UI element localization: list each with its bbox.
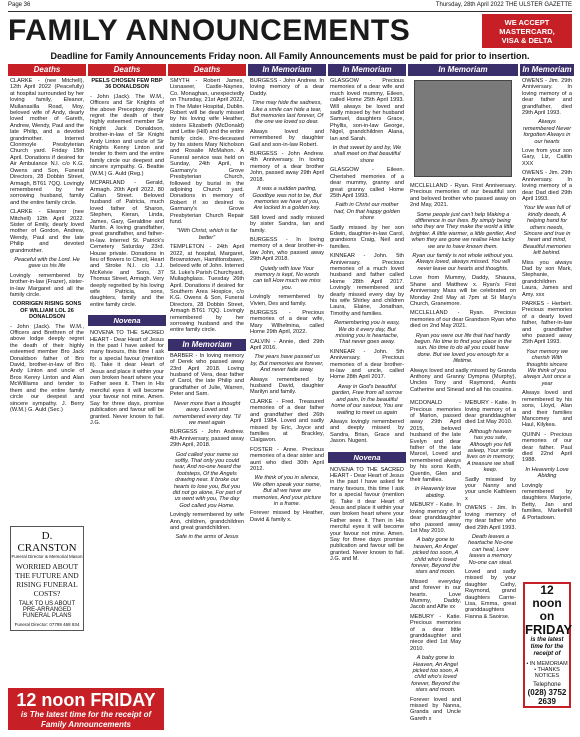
advert-item: • IN MEMORIAM	[526, 661, 568, 667]
notice: BURGESS - John Andrew. 4th Anniversary, passed away 29th April, 2018.	[170, 429, 244, 449]
verse: Time may hide the sadness, Like a smile can hide a tear, But memories last forever, Of the one we loved so dear.	[250, 100, 324, 126]
verse: Your memory we cherish With thoughts sincere We think of you always Just once a year	[523, 348, 571, 387]
memoriam-split	[408, 398, 518, 727]
friday-deadline-advert	[523, 582, 571, 708]
notice: MEBURY - Katie. Precious memories of a dear little granddaughter and niece died 1st May 2010.	[410, 613, 461, 652]
column-text	[463, 398, 518, 727]
notice: Always remembered by husband David, daughter Marilyn and family.	[250, 376, 324, 396]
notice: QUINN - Precious memories of our dear father. Paul died 22nd April 1988.	[522, 431, 572, 464]
verse: Safe in the arms of Jesus	[175, 534, 239, 541]
notice: CLARKE - Fred. Treasured memories of a dear father and grandfather died 26th April 1984. Loved and sadly missed by Eric, Joyce and families at Brackley, Claigavon.	[250, 398, 324, 444]
column-text	[8, 76, 86, 418]
notice: SMYTH - Robert James, Lisnaseer, Castle-Naynes, Co. Monaghan, unexpectedly on Thursday, 21st April 2022, in The Mater Hospital, Dublin. Robert will be dearly missed by his loving wife Heather, sisters Elizabeth (McDonald) and Lettie (Hill) and the entire family circle. Pre-deceased by his sisters Mary Nicholson and Rosalie McMahon. A Funeral service was held on Sunday, 24th April, in Garmany's Grove Presbyterian Church, followed by burial in the adjoining Church yard. Donations in memory of Robert if so desired to Garmany's Grove Presbyterian Church Repair fund.	[170, 78, 244, 225]
column-deaths-1	[8, 64, 86, 732]
section-header: In Memoriam	[328, 64, 406, 76]
advert-telephone-label: Telephone	[533, 682, 561, 688]
section-header: In Memoriam	[248, 64, 326, 76]
notice: MEBURY - Katie. In loving memory of a dear granddaughter died 1st May 2010.	[465, 400, 516, 426]
verse: God called your name so softly, That only you could hear, And no-one heard the footsteps, Of the Angels drawing near. It broke our hearts to lose you, But you did not go alone, For part of us went with you, The day God called you Home.	[172, 451, 242, 509]
page-number: Page 36	[8, 2, 31, 8]
cards-accepted-badge	[482, 14, 572, 48]
verse: A baby gone to Heaven, An Angel picked too soon, A child who's loved forever, Beyond the stars and moon.	[411, 655, 460, 694]
notice: OWENS - Jim. In loving memory of my dear father who died 29th April 1993.	[465, 505, 517, 531]
column-text	[408, 181, 518, 398]
notice: BURGESS - John Andrew. In loving memory of a dear Daddy.	[250, 78, 324, 97]
notice: Lovingly remembered by brother-in-law (Frazer), sister-in-law Margaret and all the family circle.	[10, 272, 84, 298]
notice: Love from your son Gary, Liz, Caitlin XXX	[522, 148, 572, 167]
notice: FOSTER - Anne. Precious memories of a dear sister and aunt who died 30th April 2012.	[250, 446, 324, 472]
section-header: In Memoriam	[168, 339, 246, 351]
verse: In Heavenly Love Abiding	[525, 466, 569, 480]
notice: Always lovingly remembered and deeply missed by Sandra, Brian, Grace and Jason. Nugent.	[330, 418, 404, 445]
verse: In Heavenly love abiding.	[414, 486, 457, 499]
column-text	[328, 465, 406, 568]
verse: Remembering you is easy, We do it every day, But missing you is heartache, That never goes away.	[334, 320, 400, 346]
notice: Forever missed by Heather, David & family x.	[250, 510, 324, 523]
notice: CALVIN - Annie, died 29th April 2016.	[250, 338, 324, 352]
notice: KINNEAR - John. 5th Anniversary. Precious memories of a much loved husband and father called Home 28th April 2017. Lovingly remembered and dearly missed every day by his wife Shirley and children Laura, Elaine, Jonathan, Timothy and families.	[330, 253, 404, 317]
notice: Love from Mummy, Daddy, Shauna, Shane and Matthew x. Ryan's First Anniversary Mass will be celebrated on Monday 2nd May at 7pm at St Mary's Church, Granemore.	[410, 275, 516, 307]
verse: Some people just can't help Making a difference in our lives. By simply being who they are They make the world a little brighter. A little warmer, a little gentler, And when they are gone we realise How lucky we are to have known them.	[410, 211, 516, 250]
advert-subtitle: Funeral Director & Memorial Mason	[11, 554, 83, 559]
verse: In that sweet by and by, We shall meet on that beautiful shore	[332, 145, 402, 164]
advert-subtext: is The latest time for the receipt of Family Announcements	[20, 710, 152, 729]
verse: Your life was full of kindly deeds, A helping hand for others needs, Sincere and true in heart and mind, Beautiful memories left behind.	[523, 205, 571, 257]
column-memoriam-1	[248, 64, 326, 732]
section-header-novena: Novena	[88, 315, 166, 326]
verse: Ryan you were our life that had hardly begun. No time to find your place in the sun. No time to do all you could have done. But we loved you enough for a lifetime.	[414, 332, 512, 365]
notice: Always loved and remembered by his sons, Lloyd, Alan and their families Mancomey and Haul, Kilykea.	[522, 390, 572, 429]
notice: MEBURY - Katie. In loving memory of a dear granddaughter who passed away 1st May 2010.	[410, 502, 461, 534]
column-text	[328, 76, 406, 450]
advert-body: TALK TO US ABOUT PRE-ARRANGED FUNERAL PLANS	[18, 601, 76, 619]
notice: Miss you always Dad by son Mark, Stephanie, grandchildren Laura, James and Amy. xxx	[522, 259, 572, 298]
top-bar	[8, 2, 572, 12]
advert-line: 12 noon on	[532, 583, 562, 623]
verse: Death leaves a heartache No-one can heal, Love leaves a memory No-one can steal.	[468, 533, 513, 566]
advert-phone: Funeral Director: 07789 468 934	[14, 622, 80, 627]
notice: Forever loved and missed by Nanna, Granda and Uncle Gareth x	[410, 696, 461, 722]
verse: It was a sudden parting, Goodbye was not to be, But memories we have of you, Are locked in a golden key.	[252, 186, 322, 212]
cranston-advert	[10, 526, 84, 631]
notice-heading: CORRIGEN RISING SONS OF WILLIAM LOL 26 DONALDSON	[12, 301, 82, 321]
column-text	[88, 76, 166, 313]
announcement-columns	[8, 64, 574, 732]
column-text	[520, 76, 574, 526]
cards-line: WE ACCEPT	[504, 17, 550, 27]
verse: Peaceful with the Lord. He gave us his life	[14, 256, 80, 270]
masthead	[8, 13, 572, 49]
notice: MCCLELLAND - Ryan. Precious memories of our dear Grandson Ryan who died on 2nd May 2021.	[410, 310, 516, 330]
issue-date: Thursday, 28th April 2022 THE ULSTER GAZETTE	[435, 2, 572, 8]
advert-name: D. CRANSTON	[17, 530, 77, 554]
notice: Always loved and remembered by daughter Gail and son-in-law Robert.	[250, 128, 324, 148]
deadline-notice: Deadline for Family Announcements Friday noon. All Family Announcements must be paid for prior to insertion.	[50, 51, 530, 61]
section-header: Deaths	[168, 64, 246, 76]
column-text	[168, 351, 246, 546]
section-header: Deaths	[8, 64, 86, 76]
notice: - John (Jack). The W.M., Officers and Brethren of the above lodge deeply regret the death of their highly esteemed member Bro Jack Donaldson father of Bro David, brother-in-law of Bro Andy Linton and uncle of Bros Kenny Linton and Alan McWilliams and tender to them and the entire family circle our deepest and sincere sympathy. J. Berry (W.M.) G. Auld (Sec.)	[10, 323, 84, 413]
notice: GLASGOW - Precious memories of a dear wife and much loved mummy, Eileen, called Home 25th April 1993. Will always be loved and sadly missed by her husband Samuel, daughters Grace, Phyllis, son-in-law George, Nigel, grandchildren Alana, Ian and Sarah.	[330, 78, 404, 142]
verse: The years have passed us by, But memories are forever, And never fade away.	[250, 354, 324, 374]
notice: BURGESS - John Andrew. 4th Anniversary. In loving memory of a dear brother John, passed away 29th April 2018.	[250, 151, 324, 183]
column-text	[88, 328, 166, 431]
notice: GLASGOW - Eileen. Cherished memories of a dear mummy, granny and great granny called Home 25th April 1993.	[330, 167, 404, 199]
notice: CLARKE - Eleanor (nee Mitchell) 12th April 2022. Sister of Emily, dearly loved mother of Gordon, Andrew, Wendy, Paul and the late Philip and devoted grandmother.	[10, 209, 84, 254]
notice: Always loved and sadly missed by Granda Anthony and Granny Dympna (Murphy), Uncles Tony and Raymond, Aunts Catherine and Sinead and all his cousins.	[410, 367, 516, 393]
verse: Faith in Christ our mother had, On that happy golden shore	[334, 202, 400, 222]
notice: BURGESS - Precious memories of a dear wife, Mary Wilhelmina, called Home 29th April, 2022.	[250, 310, 324, 336]
notice: MCDONALD - Precious memories of Marion, passed away 29th April 2015, beloved husband of the late Evelyn and dear father of the late Marcel, Loved and remembered always by his sons Keith, Quentin, Glen and their families.	[410, 400, 461, 484]
notice: CLARKE - (nee Mitchell), 12th April 2022 (Peacefully) at hospital surrounded by her loving family, Eleanor, Mullanasilla Road, Moy, beloved wife of Andy, dearly loved mother of Gareth, Andrew, Wendy, Paul and the late Philip, and a devoted grandmother. Interred Clonmoyle Presbyterian Church yard. Friday 15th April. Donations if desired for Air Ambulance N.I. c/o K.G. Owens and Son, Funeral Directors, 28 Dobbin Street, Armagh, BT61 7QQ. Lovingly remembered by her sorrowing husband, family and the entire family circle.	[10, 78, 84, 206]
notice: - John (Jack). The W.M., Officers and Sir Knights of the above Preceptory deeply regret the death of their highly esteemed member Sir Knight Jack Donaldson, brother-in-law of Sir Knight Andy Linton and uncle of Sir Knights Kenny Linton and tender to them and the entire family circle our deepest and sincere sympathy. G. Beattie (W.M.) G. Auld (Reg.)	[90, 93, 164, 177]
cards-line: MASTERCARD,	[499, 26, 555, 36]
verse: Although heaven has you safe, Although you fell asleep, Your smile lives on in memory, A treasure we shall keep.	[466, 428, 515, 474]
notice: Sadly missed by your Nanny and your uncle Kathleen x	[465, 476, 516, 502]
column-deaths-2	[88, 64, 166, 732]
advert-phone: (028) 3752 2639	[527, 688, 567, 706]
notice: KINNEAR - John. 5th Anniversary. Precious memories of a dear brother-in-law and uncle, called Home 28th April 2017.	[330, 348, 404, 381]
notice: Still loved and sadly missed by sister Sandra, Ian and family.	[250, 214, 324, 234]
verse: Ryan our family is not whole without you. Always loved, always missed. You will never leave our hearts and thoughts.	[412, 253, 514, 272]
notice: OWENS - Jim. 29th Anniversary. In loving memory of a dear father and grandfather, died 29th April 1993.	[522, 78, 572, 117]
notice: Lovingly remembered by daughters Marjorie, Betty, Jan and families, Markethill & Portadown.	[522, 482, 572, 521]
notice: PARKES - Herbert. Precious memories of a dearly loved father, father-in-law and grandfather who passed away 25th April 1993.	[522, 301, 572, 346]
verse: Away in God's beautiful garden, Free from all sorrow and pain, In the beautiful home of our saviour, You are waiting to meet us again	[331, 383, 403, 416]
advert-line: FRIDAY	[525, 622, 573, 637]
verse: "With Christ, which is far better"	[176, 228, 238, 241]
deadline-advert	[8, 688, 164, 730]
advert-item: • THANKS NOTICES	[534, 667, 560, 679]
notice: Loved and sadly missed by your daughter Cathy, Raymond, grand daughters Carrie-Lisa, Emma, great granddaughters Fianna & Saoirse.	[465, 568, 516, 620]
notice: MCPARLAND - Gerald, Armagh. 20th April 2022. 80 Callan Street. Beloved husband of Patricia, much loved father of Sharon, Stephen, Kieran, Linda, James, Gary, Geraldine and Martin. A loving grandfather, great grandfather, and father-in-law. Interred St. Patrick's Cemetery Saturday 23rd. House private. Donations in lieu of flowers to Chest, Heart and Stroke N.I. c/o J.J. McKelvie and Sons, 37 Thomas Street, Armagh. Very deeply regretted by his loving wife Patricia, sons, daughters, family and the entire family circle.	[90, 180, 164, 308]
cards-line: VISA & DELTA	[501, 35, 553, 45]
notice: BARBER - In loving memory of Derek who passed away 23rd April 2018. Loving husband of Vera, dear father of Carol, the late Philip and grandfather of Julie, Warren, Peter and Sam.	[170, 352, 244, 398]
notice: BURGESS - In loving memory of a dear brother-in-law John, who passed away 29th April 2018.	[250, 236, 324, 263]
verse: A baby gone to heaven, An Angel picked too soon, A child who's loved forever, Beyond the stars and moon.	[411, 537, 460, 576]
notice: NOVENA TO THE SACRED HEART - Dear Heart of Jesus in the past I have asked for many favours, this time I ask for a special favour (mention it). Take it dear Heart of Jesus and place it within your own broken heart where your Father sees it. Then in His merciful eyes it will become your favour not mine. Amen. Say for three days promise publication and favour will be granted. Never known to fail. J.G. and M.	[330, 466, 404, 563]
page-title: FAMILY ANNOUNCEMENTS	[8, 14, 411, 47]
advert-headline: WORRIED ABOUT THE FUTURE AND RISING FUNERAL COSTS?	[15, 562, 79, 598]
notice: NOVENA TO THE SACRED HEART - Dear Heart of Jesus in the past I have asked for many favours, this time I ask for a special favour (mention it). Take it dear Heart of Jesus and place it within your own broken heart where your Father sees it. Then in His merciful eyes it will become your favour not mine. Amen. Say for three days, promise publication and favour will be granted. Never known to fail. J.G.	[90, 330, 164, 426]
notice: OWENS - Jim. 29th Anniversary. In loving memory of a dear Dad died 29th April 1993.	[522, 170, 572, 202]
verse: We think of you in silence, We often speak your name, But all we have are memories, And your picture in a frame.	[252, 475, 322, 507]
section-header: In Memoriam	[408, 64, 518, 76]
section-header: In Memoriam	[520, 64, 574, 76]
advert-subtext: is the latest time for the receipt of	[530, 637, 564, 657]
notice: Lovingly remembered by wife Ann, children, grandchildren and great grandchildren.	[170, 512, 244, 531]
section-header: Deaths	[88, 64, 166, 76]
notice: Sadly missed by her son Edwin, daughter-in-law Carol, grandsons Craig, Neil and families.	[330, 224, 404, 250]
column-memoriam-2	[328, 64, 406, 732]
column-text	[408, 398, 463, 727]
column-deaths-3	[168, 64, 246, 732]
column-text	[248, 76, 326, 528]
notice-heading: PEELS CHOSEN FEW RBP 36 DONALDSON	[91, 78, 163, 91]
verse: Always remembered Never forgotten Always in our hearts	[522, 119, 572, 145]
notice: MCCLELLAND - Ryan. First Anniversary. Precious memories of our beautiful son and beloved brother who passed away on 2nd May, 2021.	[410, 183, 516, 209]
memorial-photo	[414, 80, 512, 177]
column-memoriam-4	[520, 64, 574, 732]
notice: Missed everyday and forever in our hearts. Love Mummy, Daddy, Jacob and Alfie xx	[410, 578, 461, 611]
verse: Never more than a thought away. Loved and remembered every day. 'Til we meet again	[173, 400, 241, 426]
column-memoriam-3	[408, 64, 518, 732]
notice: TEMPLETON - 24th April 2022, at hospital, Margaret, Brownstown, Hamiltonsbawn, beloved wife of John. Interred St. Luke's Parish Churchyard, Mullaghglass. Tuesday 26th April. Donations if desired for Southern Area Hospice, c/o K.G. Owens & Son, Funeral Directors, 28 Dobbin Street, Armagh BT61 7QQ. Lovingly remembered by her sorrowing husband and the entire family circle.	[170, 244, 244, 334]
section-header-novena: Novena	[328, 452, 406, 463]
verse: Quietly with love Your memory is kept, No words can tell How much we miss you.	[253, 265, 321, 291]
advert-deadline: 12 noon FRIDAY	[16, 690, 156, 710]
notice: Lovingly remembered by Vivien, Des and family.	[250, 294, 324, 307]
column-text	[168, 76, 246, 339]
